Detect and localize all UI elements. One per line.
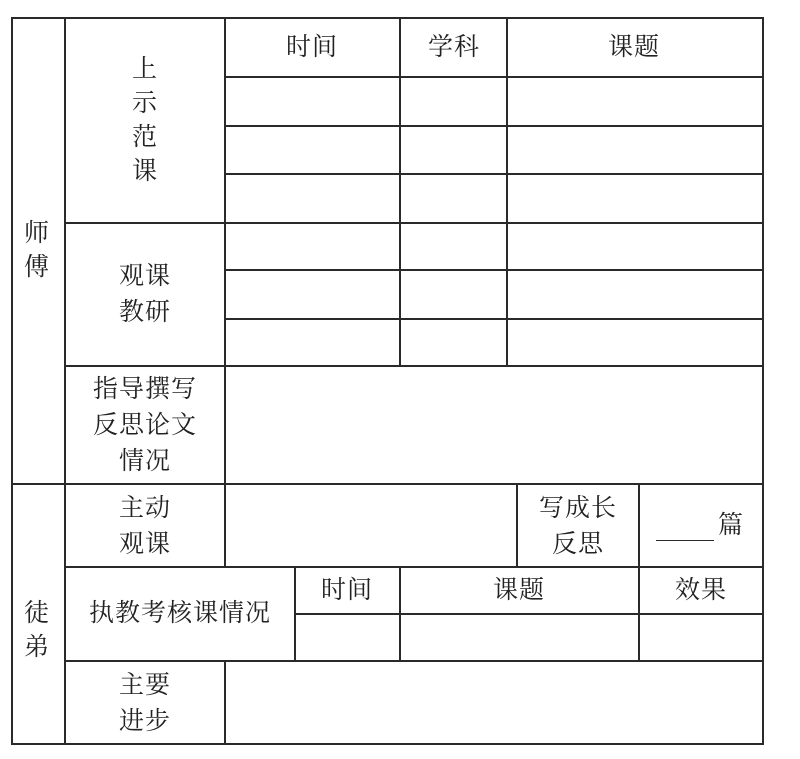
rule-observe-row-1 — [225, 269, 764, 271]
growth-reflection-label: 写成长 反思 — [538, 493, 618, 558]
mentor-label: 师 傅 — [23, 218, 51, 281]
header-time: 时间 — [285, 32, 339, 61]
rule-assess-topic — [638, 566, 640, 662]
rule-time-subject — [399, 17, 401, 367]
rule-active-end — [65, 566, 764, 568]
assess-header-time: 时间 — [320, 575, 374, 604]
assessment-label: 执教考核课情况 — [88, 598, 272, 627]
rule-growth-count — [638, 483, 640, 568]
rule-subject-topic — [506, 17, 508, 367]
rule-assess-header — [295, 613, 764, 615]
observe-research-label: 观课 教研 — [118, 261, 172, 326]
rule-top — [11, 17, 764, 19]
header-subject: 学科 — [427, 32, 481, 61]
rule-demo-row-2 — [225, 173, 764, 175]
rule-assess-label — [294, 566, 296, 662]
rule-right — [762, 17, 764, 745]
rule-assess-end — [65, 660, 764, 662]
apprentice-label: 徒 弟 — [23, 598, 51, 661]
header-topic: 课题 — [607, 32, 661, 61]
rule-label-col-b — [224, 483, 226, 568]
rule-label-col-c — [224, 660, 226, 745]
rule-demo-row-1 — [225, 125, 764, 127]
assess-header-topic: 课题 — [492, 575, 546, 604]
rule-role-col — [64, 17, 66, 745]
active-observe-label: 主动 观课 — [118, 493, 172, 558]
rule-bottom — [11, 743, 764, 745]
rule-label-col-a — [224, 17, 226, 485]
rule-mentor-end — [11, 483, 764, 485]
main-progress-label: 主要 进步 — [118, 670, 172, 735]
rule-assess-time — [399, 566, 401, 662]
demo-lesson-label: 上 示 范 课 — [131, 54, 159, 185]
rule-observe-end — [65, 365, 764, 367]
assess-header-effect: 效果 — [674, 575, 728, 604]
article-count-blank[interactable] — [656, 540, 714, 541]
rule-observe-row-2 — [225, 318, 764, 320]
article-unit: 篇 — [717, 510, 745, 539]
rule-active-growth — [516, 483, 518, 568]
rule-demo-end — [65, 222, 764, 224]
rule-left — [11, 17, 13, 745]
guide-writing-label: 指导撰写 反思论文 情况 — [92, 374, 198, 475]
rule-header-bottom — [225, 76, 764, 78]
